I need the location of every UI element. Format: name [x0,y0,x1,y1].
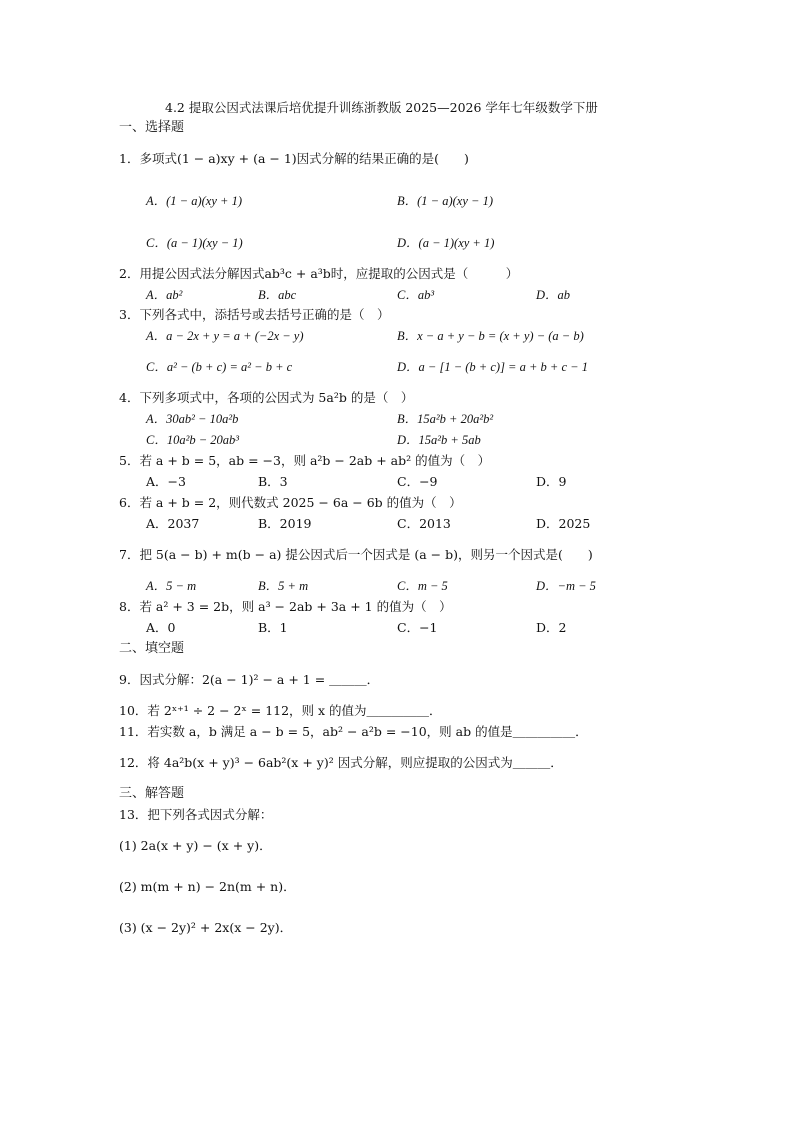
q5-option-d: D．9 [536,474,567,489]
q6-option-d: D．2025 [536,516,591,531]
q5-option-a: A．−3 [146,474,186,489]
q1-option-d: D．(a − 1)(xy + 1) [397,236,495,250]
question-5: 5．若 a + b = 5，ab = −3，则 a²b − 2ab + ab² 的值为（ ） [119,453,491,468]
q3-option-c: C．a² − (b + c) = a² − b + c [146,360,293,374]
question-9: 9．因式分解：2(a − 1)² − a + 1 = ＿＿＿． [119,672,380,687]
question-13: 13．把下列各式因式分解： [119,807,273,822]
question-12: 12．将 4a²b(x + y)³ − 6ab²(x + y)² 因式分解，则应提取的公因式为＿＿＿． [119,755,563,770]
q13-part-1: (1) 2a(x + y) − (x + y)． [119,838,272,853]
q7-option-d: D．−m − 5 [536,579,596,593]
q7-option-a: A．5 − m [146,579,197,593]
q4-option-a: A．30ab² − 10a²b [146,412,239,426]
q5-option-b: B．3 [258,474,288,489]
q5-option-c: C．−9 [397,474,438,489]
q1-option-a: A．(1 − a)(xy + 1) [146,194,243,208]
page-title: 4.2 提取公因式法课后培优提升训练浙教版 2025—2026 学年七年级数学下册 [165,100,598,115]
q2-option-c: C．ab³ [397,288,435,302]
q3-option-d: D．a − [1 − (b + c)] = a + b + c − 1 [397,360,588,374]
q8-option-b: B．1 [258,620,288,635]
q1-option-c: C．(a − 1)(xy − 1) [146,236,243,250]
q3-option-b: B．x − a + y − b = (x + y) − (a − b) [397,329,584,343]
question-1: 1．多项式(1 − a)xy + (a − 1)因式分解的结果正确的是( ) [119,151,469,166]
q7-option-c: C．m − 5 [397,579,448,593]
section-choice: 一、选择题 [119,120,185,135]
q2-option-a: A．ab² [146,288,183,302]
q8-option-d: D．2 [536,620,567,635]
q6-option-c: C．2013 [397,516,451,531]
question-8: 8．若 a² + 3 = 2b，则 a³ − 2ab + 3a + 1 的值为（ ） [119,599,452,614]
question-3: 3．下列各式中，添括号或去括号正确的是（ ） [119,307,390,322]
q3-option-a: A．a − 2x + y = a + (−2x − y) [146,329,304,343]
question-7: 7．把 5(a − b) + m(b − a) 提公因式后一个因式是 (a − b)，则另一个因式是( ) [119,547,593,562]
q6-option-a: A．2037 [146,516,200,531]
q7-option-b: B．5 + m [258,579,309,593]
q2-option-d: D．ab [536,288,571,302]
q8-option-c: C．−1 [397,620,438,635]
question-10: 10．若 2ˣ⁺¹ ÷ 2 − 2ˣ = 112，则 x 的值为＿＿＿＿＿． [119,703,442,718]
q6-option-b: B．2019 [258,516,312,531]
q1-option-b: B．(1 − a)(xy − 1) [397,194,494,208]
q13-part-3: (3) (x − 2y)² + 2x(x − 2y)． [119,920,293,935]
question-4: 4．下列多项式中，各项的公因式为 5a²b 的是（ ） [119,390,414,405]
section-fill: 二、填空题 [119,641,185,656]
q13-part-2: (2) m(m + n) − 2n(m + n)． [119,879,296,894]
q8-option-a: A．0 [146,620,176,635]
q4-option-b: B．15a²b + 20a²b² [397,412,494,426]
q4-option-d: D．15a²b + 5ab [397,433,481,447]
section-answer: 三、解答题 [119,786,185,801]
q2-option-b: B．abc [258,288,297,302]
question-2: 2．用提公因式法分解因式ab³c + a³b时，应提取的公因式是（ ） [119,266,519,281]
question-11: 11．若实数 a，b 满足 a − b = 5，ab² − a²b = −10，则 ab 的值是＿＿＿＿＿． [119,724,588,739]
q4-option-c: C．10a²b − 20ab³ [146,433,240,447]
question-6: 6．若 a + b = 2，则代数式 2025 − 6a − 6b 的值为（ ） [119,495,462,510]
